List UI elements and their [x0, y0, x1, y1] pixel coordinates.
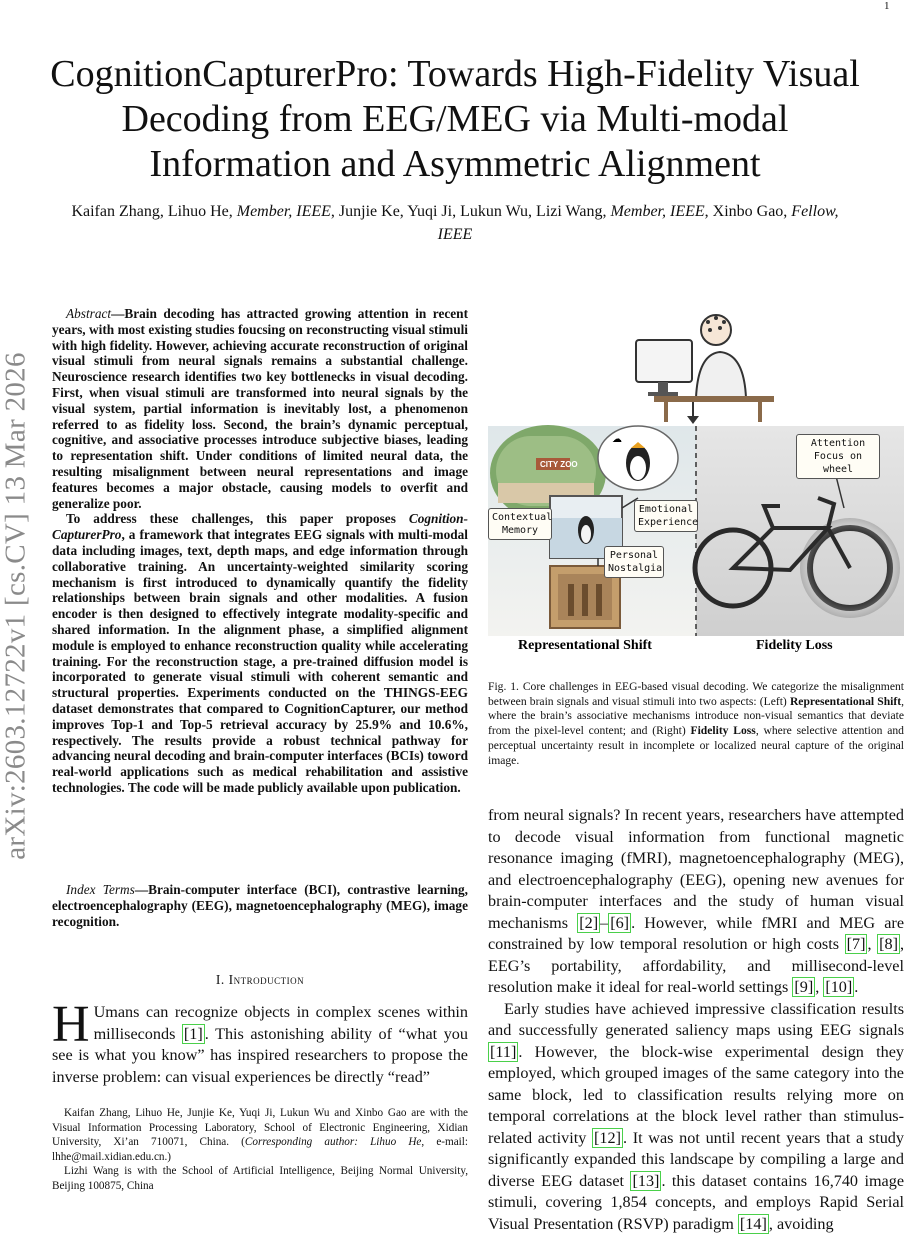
- body-text-2d: . this dataset contains 16,740 image stimuli, covering 1,854 concepts, and employs Rapid Serial Visual Presentation (RSVP) paradigm: [488, 1172, 904, 1233]
- author-list: [60, 200, 850, 246]
- speech-bubble-icon: ☁: [612, 434, 622, 445]
- figure-1-illustration: [488, 308, 904, 666]
- intro-paragraph: [52, 1002, 468, 1088]
- right-column-body: [488, 805, 904, 1235]
- tag-emotional-experience: Emotional Experience: [634, 500, 698, 532]
- body-text-2a: Early studies have achieved impressive classification results and successfully generated saliency maps using EEG signals: [488, 1000, 904, 1040]
- section-number: I.: [216, 972, 225, 987]
- caption-text-d: , where selective attention and perceptual uncertainty result in incomplete or localized neural capture of the original image.: [488, 724, 904, 766]
- citation-separator: ,: [867, 935, 877, 953]
- citation-link[interactable]: [9]: [792, 977, 815, 997]
- penguin-thought-bubble: [598, 426, 678, 490]
- tag-personal-nostalgia: Personal Nostalgia: [604, 546, 664, 578]
- arxiv-identifier: arXiv:2603.12722v1 [cs.CV] 13 Mar 2026: [0, 352, 33, 860]
- tag-attention-focus: Attention Focus on wheel: [796, 434, 880, 479]
- citation-link[interactable]: [6]: [608, 913, 631, 933]
- abstract-text-2a: To address these challenges, this paper proposes: [66, 511, 409, 526]
- sentence-end: .: [854, 978, 858, 996]
- abstract-paragraph-2: [52, 511, 468, 795]
- body-text-1b: . However, while fMRI and MEG are constrained by low temporal resolution or high costs: [488, 914, 904, 954]
- index-terms: [52, 882, 468, 929]
- footnote-affiliation-1: [52, 1106, 468, 1164]
- citation-link[interactable]: [10]: [823, 977, 854, 997]
- abstract-text-1: —Brain decoding has attracted growing attention in recent years, with most existing studies foucsing on reconstructing visual stimuli with high fidelity. However, achieving accurate reconstruction of original visual stimuli from neural signals remains a substantial challenge. Neuroscience research identifies two key bottlenecks in visual decoding. First, when visual stimuli are transformed into neural signals by the visual system, partial information is inevitably lost, a phenomenon referred to as fidelity loss. Second, the brain’s dynamic perceptual, cognitive, and associative processes introduce subjective biases, leading to representation shift. Under conditions of limited neural data, the resulting misalignment between neural representations and image features becomes a major obstacle, causing models to overfit and generalize poor.: [52, 306, 468, 511]
- citation-link[interactable]: [8]: [877, 934, 900, 954]
- caption-term-2: Fidelity Loss: [690, 724, 755, 737]
- eeg-subject-icon: [636, 315, 774, 424]
- body-text-2c: . It was not until recent years that a study significantly expanded this landscape by compiling a large and diverse EEG dataset: [488, 1129, 904, 1190]
- figure-1: [488, 308, 904, 666]
- abstract-label: Abstract: [66, 306, 111, 321]
- footnote-text-1b: , e-mail: lhhe@mail.xidian.edu.cn.): [52, 1136, 468, 1163]
- city-zoo-sign: CITY ZOO: [540, 460, 578, 469]
- citation-link[interactable]: [7]: [845, 934, 868, 954]
- index-terms-text: —Brain-computer interface (BCI), contrastive learning, electroencephalography (EEG), magnetoencephalography (MEG), image recognition.: [52, 882, 468, 929]
- citation-link[interactable]: [2]: [577, 913, 600, 933]
- caption-text-a: Fig. 1. Core challenges in EEG-based visual decoding. We categorize the misalignment between brain signals and visual stimuli into two aspects: (Left): [488, 680, 904, 708]
- citation-link[interactable]: [12]: [592, 1128, 623, 1148]
- abstract-text-2b: , a framework that integrates EEG signals with multi-modal data including images, text, depth maps, and edge information through collaborative training. An uncertainty-weighted similarity scoring mechanism is first introduced to dynamically quantify the fidelity relationships between brain signals and other modalities. A fusion encoder is then designed to effectively integrate modality-specific and shared information. In the alignment phase, a simplified alignment module is employed to enhance reconstruction quality while accelerating training. For the reconstruction stage, a pre-trained diffusion model is incorporated to generate visual stimuli with coherent semantic and structural properties. Experiments conducted on the THINGS-EEG dataset demonstrates that compared to CognitionCapturer, our method improves Top-1 and Top-5 retrieval accuracy by 25.9% and 10.6%, respectively. The results provide a robust technical pathway for advancing neural decoding and brain-computer interfaces (BCIs) toword real-world applications such as medical rehabilitation and assistive technologies. The code will be made publicly available upon publication.: [52, 527, 468, 795]
- section-heading: [52, 972, 468, 988]
- citation-link[interactable]: [1]: [182, 1024, 205, 1044]
- drop-cap: H: [52, 1005, 90, 1045]
- label-fidelity-loss: Fidelity Loss: [756, 638, 833, 653]
- authors-part-1: Kaifan Zhang, Lihuo He,: [71, 203, 236, 220]
- citation-separator: ,: [815, 978, 823, 996]
- member-affiliation-2: Member, IEEE: [610, 203, 704, 220]
- tag-contextual-memory: Contextual Memory: [488, 508, 552, 540]
- footnote-text-1a: Kaifan Zhang, Lihuo He, Junjie Ke, Yuqi Ji, Lukun Wu and Xinbo Gao are with the Visual Information Processing Laboratory, School of Electronic Engineering, Xidian University, Xi’an 710071, China. (: [52, 1107, 468, 1148]
- arxiv-sidebar: [0, 306, 38, 906]
- citation-link[interactable]: [11]: [488, 1042, 518, 1062]
- page-number: 1: [884, 0, 890, 12]
- paper-title: CognitionCapturerPro: Towards High-Fidelity Visual Decoding from EEG/MEG via Multi-modal Information and Asymmetric Alignment: [40, 52, 870, 187]
- body-text-1a: from neural signals? In recent years, researchers have attempted to decode visual information from functional magnetic resonance imaging (fMRI), magnetoencephalography (MEG), and electroencephalography (EEG), opening new avenues for brain-computer interfaces and the study of human visual mechanisms: [488, 806, 904, 932]
- figure-caption: [488, 680, 904, 768]
- caption-text-c: , where the brain’s associative mechanisms introduce non-visual semantics that deviate from the pixel-level content; and (Right): [488, 695, 904, 737]
- intro-text-a: Umans can recognize objects in complex scenes within milliseconds: [94, 1003, 468, 1043]
- citation-range-dash: –: [600, 914, 608, 932]
- intro-text-b: . This astonishing ability of “what you see is what you know” has inspired researchers to propose the inverse problem: can visual experiences be directly “read”: [52, 1025, 468, 1086]
- abstract: [52, 306, 468, 796]
- abstract-paragraph-1: [52, 306, 468, 511]
- citation-link[interactable]: [14]: [738, 1214, 769, 1234]
- body-text-1c: , EEG’s portability, affordability, and millisecond-level resolution make it ideal for real-world settings: [488, 935, 904, 996]
- footnote-affiliation-2: Lizhi Wang is with the School of Artificial Intelligence, Beijing Normal University, Beijing 100875, China: [52, 1164, 468, 1193]
- corresponding-author: Corresponding author: Lihuo He: [245, 1136, 421, 1148]
- fellow-affiliation: Fellow, IEEE: [438, 203, 839, 243]
- index-terms-label: Index Terms: [66, 882, 135, 897]
- body-paragraph-1: [488, 805, 904, 999]
- citation-link[interactable]: [13]: [630, 1171, 661, 1191]
- footnotes: [52, 1106, 468, 1193]
- body-text-2e: , avoiding: [769, 1215, 834, 1233]
- label-representational-shift: Representational Shift: [518, 638, 652, 653]
- authors-part-3: , Xinbo Gao,: [705, 203, 792, 220]
- authors-part-2: , Junjie Ke, Yuqi Ji, Lukun Wu, Lizi Wang,: [331, 203, 611, 220]
- caption-term-1: Representational Shift: [790, 695, 901, 708]
- body-text-2b: . However, the block-wise experimental design they employed, which grouped images of the same category into the same block, led to classification results relying more on temporal correlations at the block level rather than stimulus-related activity: [488, 1043, 904, 1147]
- member-affiliation-1: Member, IEEE: [237, 203, 331, 220]
- framework-name: Cognition-CapturerPro: [52, 511, 468, 542]
- section-title: Introduction: [229, 972, 305, 987]
